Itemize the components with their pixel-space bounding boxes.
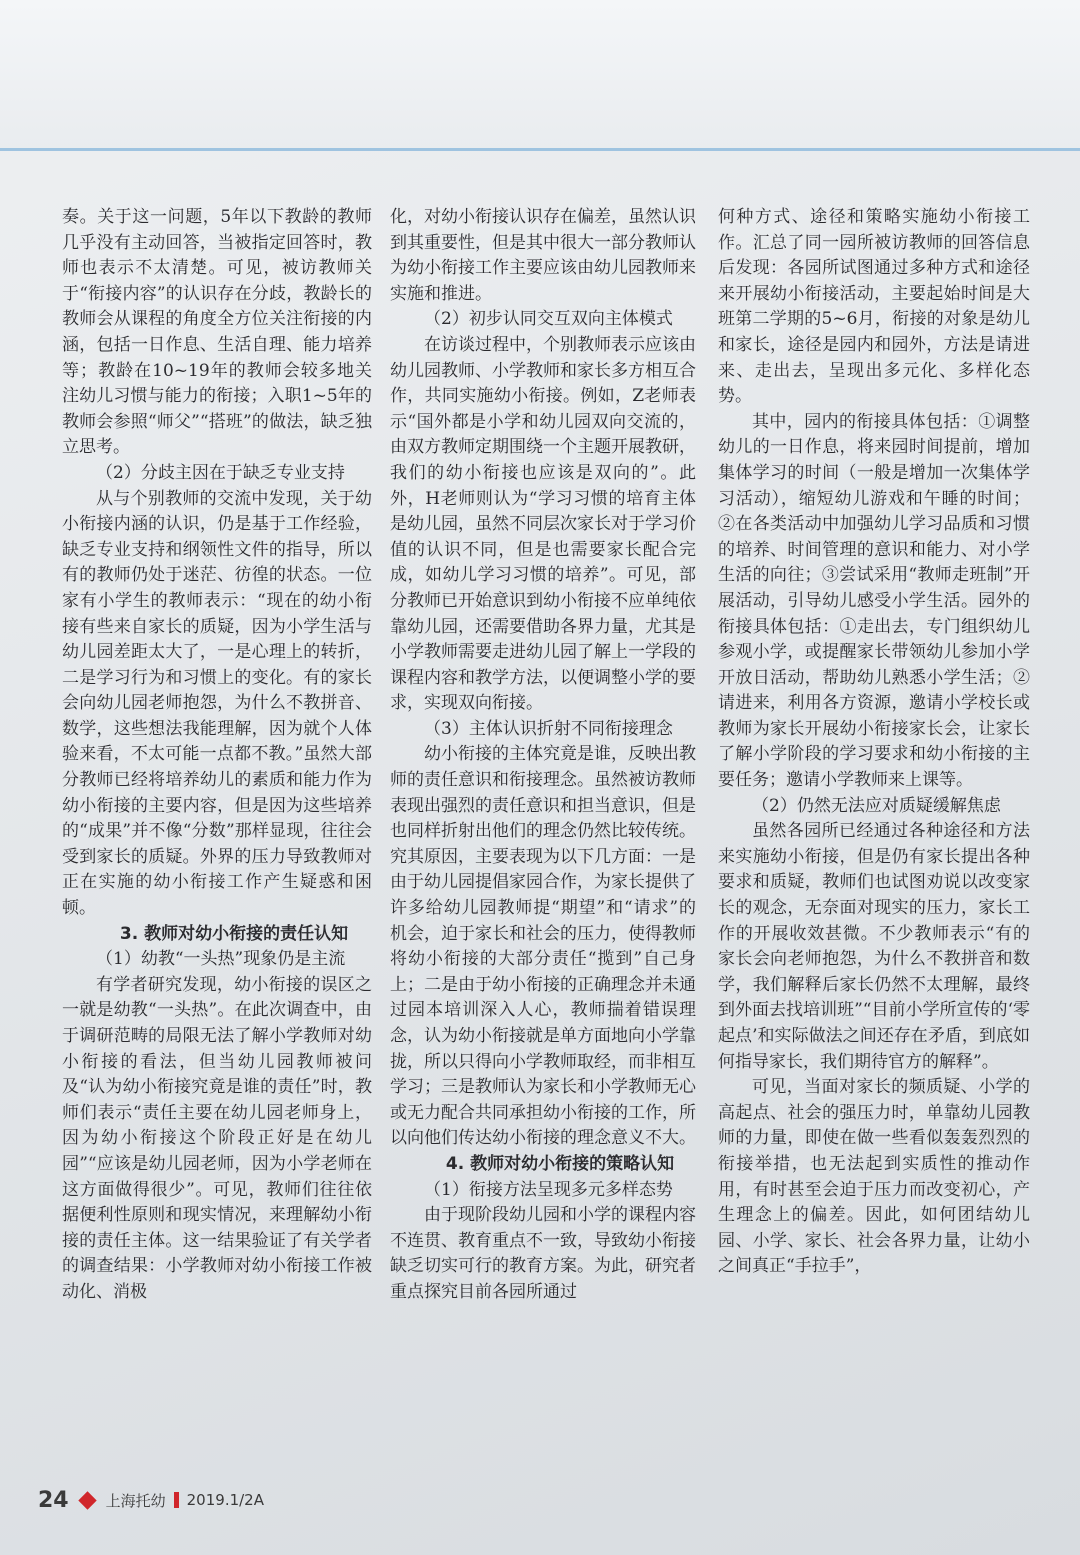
subheading: （3）主体认识折射不同衔接理念 <box>424 718 673 739</box>
paragraph: 从与个别教师的交流中发现，关于幼小衔接内涵的认识，仍是基于工作经验，缺乏专业支持和纲领性文件的指导，所以有的教师仍处于迷茫、彷徨的状态。一位家有小学生的教师表示：“现在的幼小衔接有些来自家长的质疑，因为小学生活与幼儿园差距太大了，一是心理上的转折，二是学习行为和习惯上的变化。有的家长会向幼儿园老师抱怨，为什么不教拼音、数学，这些想法我能理解，因为就个人体验来看，不太可能一点都不教。”虽然大部分教师已经将培养幼儿的素质和能力作为幼小衔接的主要内容，但是因为这些培养的“成果”并不像“分数”那样显现，往往会受到家长的质疑。外界的压力导致教师对正在实施的幼小衔接工作产生疑惑和困顿。 <box>62 488 372 919</box>
paragraph: 其中，园内的衔接具体包括：①调整幼儿的一日作息，将来园时间提前，增加集体学习的时间（一般是增加一次集体学习活动），缩短幼儿游戏和午睡的时间；②在各类活动中加强幼儿学习品质和习惯的培养、时间管理的意识和能力、对小学生活的向往；③尝试采用“教师走班制”开展活动，引导幼儿感受小学生活。园外的衔接具体包括：①走出去，专门组织幼儿参观小学，或提醒家长带领幼儿参加小学开放日活动，帮助幼儿熟悉小学生活；②请进来，利用各方资源，邀请小学校长或教师为家长开展幼小衔接家长会，让家长了解小学阶段的学习要求和幼小衔接的主要任务；邀请小学教师来上课等。 <box>718 411 1030 791</box>
subheading: （1）幼教“一头热”现象仍是主流 <box>96 949 346 970</box>
paragraph: 化，对幼小衔接认识存在偏差，虽然认识到其重要性，但是其中很大一部分教师认为幼小衔接工作主要应该由幼儿园教师来实施和推进。 <box>390 207 696 304</box>
section-heading: 4. 教师对幼小衔接的策略认知 <box>445 1153 675 1174</box>
section-heading: 3. 教师对幼小衔接的责任认知 <box>119 923 349 944</box>
paragraph: 可见，当面对家长的频质疑、小学的高起点、社会的强压力时，单靠幼儿园教师的力量，即使在做一些看似轰轰烈烈的衔接举措，也无法起到实质性的推动作用，有时甚至会迫于压力而改变初心，产生理念上的偏差。因此，如何团结幼儿园、小学、家长、社会各界力量，让幼小之间真正“手拉手”， <box>718 1077 1030 1277</box>
paragraph: 奏。关于这一问题，5年以下教龄的教师几乎没有主动回答，当被指定回答时，教师也表示不太清楚。可见，被访教师关于“衔接内容”的认识存在分歧，教龄长的教师会从课程的角度全方位关注衔接的内涵，包括一日作息、生活自理、能力培养等；教龄在10~19年的教师会较多地关注幼儿习惯与能力的衔接；入职1~5年的教师会参照“师父”“搭班”的做法，缺乏独立思考。 <box>62 207 372 458</box>
paragraph: 何种方式、途径和策略实施幼小衔接工作。汇总了同一园所被访教师的回答信息后发现：各园所试图通过多种方式和途径来开展幼小衔接活动，主要起始时间是大班第二学期的5~6月，衔接的对象是幼儿和家长，途径是园内和园外，方法是请进来、走出去，呈现出多元化、多样化态势。 <box>718 207 1030 407</box>
subheading: （2）仍然无法应对质疑缓解焦虑 <box>752 795 1001 816</box>
magazine-name: 上海托幼 <box>105 1491 166 1510</box>
page-number: 24 <box>38 1487 69 1513</box>
subheading: （2）初步认同交互双向主体模式 <box>424 309 673 330</box>
header-rule <box>0 148 1080 151</box>
diamond-icon <box>78 1491 96 1509</box>
paragraph: 幼小衔接的主体究竟是谁，反映出教师的责任意识和衔接理念。虽然被访教师表现出强烈的责任意识和担当意识，但是也同样折射出他们的理念仍然比较传统。究其原因，主要表现为以下几方面：一是由于幼儿园提倡家园合作，为家长提供了许多给幼儿园教师提“期望”和“请求”的机会，迫于家长和社会的压力，使得教师将幼小衔接的大部分责任“揽到”自己身上；二是由于幼小衔接的正确理念并未通过园本培训深入人心，教师揣着错误理念，认为幼小衔接就是单方面地向小学靠拢，所以只得向小学教师取经，而非相互学习；三是教师认为家长和小学教师无心或无力配合共同承担幼小衔接的工作，所以向他们传达幼小衔接的理念意义不大。 <box>390 744 696 1149</box>
page-footer <box>38 1486 264 1514</box>
paragraph: 在访谈过程中，个别教师表示应该由幼儿园教师、小学教师和家长多方相互合作，共同实施幼小衔接。例如，Z老师表示“国外都是小学和幼儿园双向交流的，由双方教师定期围绕一个主题开展教研，我们的幼小衔接也应该是双向的”。此外，H老师则认为“学习习惯的培育主体是幼儿园，虽然不同层次家长对于学习价值的认识不同，但是也需要家长配合完成，如幼儿学习习惯的培养”。可见，部分教师已开始意识到幼小衔接不应单纯依靠幼儿园，还需要借助各界力量，尤其是小学教师需要走进幼儿园了解上一学段的课程内容和教学方法，以便调整小学的要求，实现双向衔接。 <box>390 334 696 714</box>
bar-icon <box>174 1492 179 1508</box>
text-column-3 <box>718 205 1030 1485</box>
paragraph: 虽然各园所已经通过各种途径和方法来实施幼小衔接，但是仍有家长提出各种要求和质疑，教师们也试图劝说以改变家长的观念，无奈面对现实的压力，家长工作的开展收效甚微。不少教师表示“有的家长会向老师抱怨，为什么不教拼音和数学，我们解释后家长仍然不太理解，最终到外面去找培训班”“目前小学所宣传的‘零起点’和实际做法之间还存在矛盾，到底如何指导家长，我们期待官方的解释”。 <box>718 821 1030 1072</box>
paragraph: 由于现阶段幼儿园和小学的课程内容不连贯、教育重点不一致，导致幼小衔接缺乏切实可行的教育方案。为此，研究者重点探究目前各园所通过 <box>390 1205 696 1302</box>
blank-top-margin <box>0 0 1080 150</box>
subheading: （2）分歧主因在于缺乏专业支持 <box>96 462 345 483</box>
paragraph: 有学者研究发现，幼小衔接的误区之一就是幼教“一头热”。在此次调查中，由于调研范畴的局限无法了解小学教师对幼小衔接的看法，但当幼儿园教师被问及“认为幼小衔接究竟是谁的责任”时，教师们表示“责任主要在幼儿园老师身上，因为幼小衔接这个阶段正好是在幼儿园”“应该是幼儿园老师，因为小学老师在这方面做得很少”。可见，教师们往往依据便利性原则和现实情况，来理解幼小衔接的责任主体。这一结果验证了有关学者的调查结果：小学教师对幼小衔接工作被动化、消极 <box>62 974 372 1302</box>
text-column-2 <box>390 205 696 1485</box>
issue-label: 2019.1/2A <box>186 1491 264 1509</box>
text-column-1 <box>62 205 372 1485</box>
subheading: （1）衔接方法呈现多元多样态势 <box>424 1179 673 1200</box>
